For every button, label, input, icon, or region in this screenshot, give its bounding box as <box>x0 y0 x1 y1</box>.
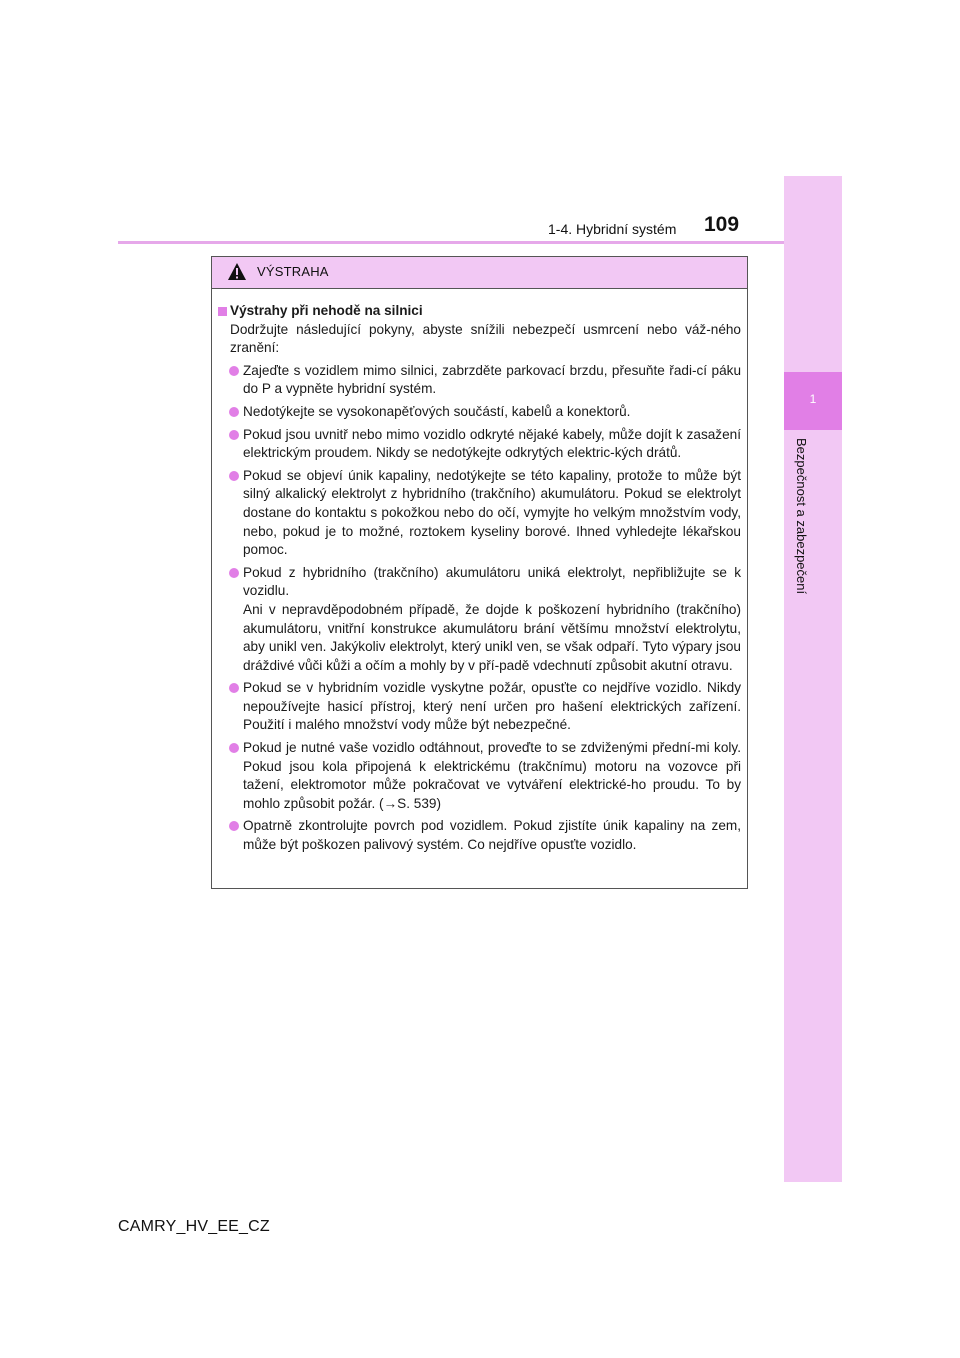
chapter-side-tab <box>784 176 842 1182</box>
bullet-dot-icon <box>229 471 239 481</box>
bullet-dot-icon <box>229 407 239 417</box>
list-item-text: Pokud jsou uvnitř nebo mimo vozidlo odkryté nějaké kabely, může dojít k zasažení elektrickým proudem. Nikdy se nedotýkejte odkrytých elektric-kých drátů. <box>243 426 741 461</box>
warning-box <box>211 256 748 889</box>
warning-items <box>218 362 741 855</box>
page-number: 109 <box>704 213 740 236</box>
warning-header <box>212 257 747 289</box>
footer-code: CAMRY_HV_EE_CZ <box>118 1218 270 1235</box>
square-bullet-icon <box>218 307 227 316</box>
list-item <box>218 362 741 399</box>
list-item-text: Pokud se objeví únik kapaliny, nedotýkejte se této kapaliny, protože to může být silný alkalický elektrolyt z hybridního (trakčního) akumulátoru. Pokud se elektrolyt dostane do kontaktu s pokožkou nebo do očí, vymyjte ho velkým množstvím vody, nebo, pokud je to možné, roztokem kyseliny borové. Ihned vyhledejte lékařskou pomoc. <box>243 467 741 558</box>
bullet-dot-icon <box>229 683 239 693</box>
bullet-dot-icon <box>229 568 239 578</box>
warning-subheading <box>218 302 741 321</box>
list-item <box>218 564 741 676</box>
warning-triangle-icon <box>227 262 247 282</box>
list-item-text: Pokud z hybridního (trakčního) akumulátoru uniká elektrolyt, nepřibližujte se k vozidlu. <box>243 564 741 599</box>
list-item-text: Nedotýkejte se vysokonapěťových součástí, kabelů a konektorů. <box>243 403 631 419</box>
list-item <box>218 739 741 813</box>
section-title: 1-4. Hybridní systém <box>548 221 677 237</box>
list-item-text: Opatrně zkontrolujte povrch pod vozidlem. Pokud zjistíte únik kapaliny na zem, může být poškozen palivový systém. Co nejdříve opusťte vozidlo. <box>243 818 741 853</box>
warning-subheading-text: Výstrahy při nehodě na silnici <box>230 303 423 318</box>
chapter-number: 1 <box>809 392 817 406</box>
list-item <box>218 817 741 854</box>
warning-title: VÝSTRAHA <box>257 264 329 279</box>
warning-body <box>212 289 747 855</box>
chapter-label: Bezpečnost a zabezpečení <box>794 438 809 595</box>
list-item <box>218 426 741 463</box>
warning-intro: Dodržujte následující pokyny, abyste snížili nebezpečí usmrcení nebo váž-ného zranění: <box>230 321 741 356</box>
list-item-text: Pokud se v hybridním vozidle vyskytne požár, opusťte co nejdříve vozidlo. Nikdy nepoužívejte hasicí přístroj, který není určen pro hašení elektrických zařízení. Použití i malého množství vody může být nebezpečné. <box>243 680 741 733</box>
bullet-dot-icon <box>229 430 239 440</box>
list-item-text: Pokud je nutné vaše vozidlo odtáhnout, proveďte to se zdviženými přední-mi koly. Pokud jsou kola připojená k elektrickému (trakčnímu) motoru na vozovce při tažení, elektromotor může pokračovat ve vytváření elektrické-ho proudu. To by mohlo způsobit požár. (→S. 539) <box>243 740 741 811</box>
list-item <box>218 467 741 560</box>
list-item-text: Ani v nepravděpodobném případě, že dojde k poškození hybridního (trakčního) akumulátoru, vnitřní konstrukce akumulátoru brání většímu množství elektrolytu, aby unikl ven. Jakýkoliv elektrolyt, který unikl ven, se však odpaří. Tyto výpary jsou dráždivé vůči kůži a očím a mohly by v pří-padě vdechnutí způsobit akutní otravu. <box>243 601 741 673</box>
header-divider <box>118 241 784 244</box>
bullet-dot-icon <box>229 366 239 376</box>
bullet-dot-icon <box>229 743 239 753</box>
bullet-dot-icon <box>229 821 239 831</box>
list-item-text: Zajeďte s vozidlem mimo silnici, zabrzděte parkovací brzdu, přesuňte řadi-cí páku do P a vypněte hybridní systém. <box>243 362 741 397</box>
list-item <box>218 403 741 422</box>
list-item <box>218 679 741 735</box>
